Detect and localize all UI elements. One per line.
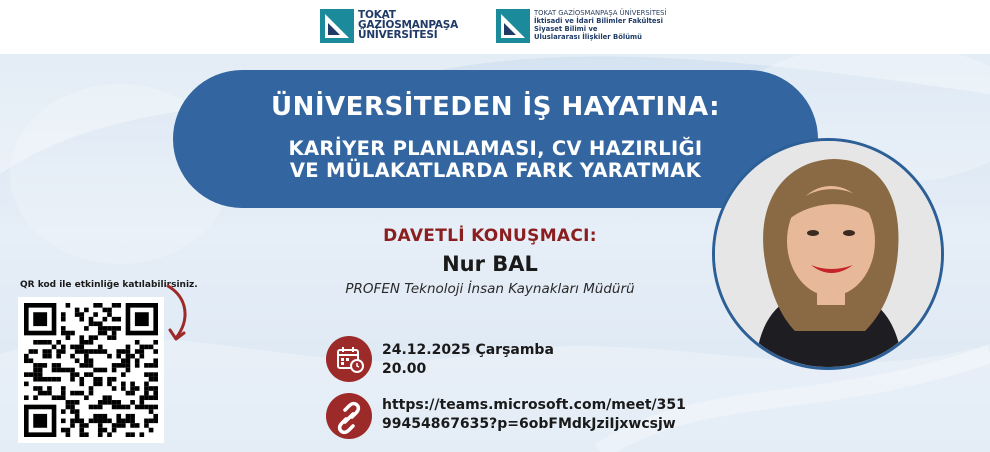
- event-title: ÜNİVERSİTEDEN İŞ HAYATINA:: [271, 92, 720, 122]
- event-time: 20.00: [382, 361, 427, 377]
- subtitle-line: VE MÜLAKATLARDA FARK YARATMAK: [289, 159, 702, 182]
- faculty-line: Siyaset Bilimi ve: [534, 25, 598, 33]
- faculty-line: Uluslararası İlişkiler Bölümü: [534, 33, 642, 41]
- logo-line: TOKAT: [358, 9, 396, 21]
- event-datetime: [382, 341, 554, 379]
- university-logo-text: [358, 10, 458, 40]
- meeting-link-line[interactable]: https://teams.microsoft.com/meet/351: [382, 397, 686, 413]
- university-logo-icon: [320, 9, 354, 43]
- speaker-photo: [712, 138, 944, 370]
- event-subtitle: [173, 138, 818, 182]
- faculty-logo-text: [534, 9, 667, 41]
- logo-line: ÜNİVERSİTESİ: [358, 29, 438, 41]
- link-icon: [326, 393, 372, 439]
- event-date: 24.12.2025 Çarşamba: [382, 342, 554, 358]
- qr-caption: QR kod ile etkinliğe katılabilirsiniz.: [20, 280, 198, 290]
- faculty-logo-icon: [496, 9, 530, 43]
- speaker-name: Nur BAL: [442, 252, 538, 276]
- calendar-clock-icon: [326, 336, 372, 382]
- curved-arrow-icon: [160, 282, 194, 346]
- speaker-label: DAVETLİ KONUŞMACI:: [383, 226, 597, 246]
- logo-line: GAZİOSMANPAŞA: [358, 19, 459, 31]
- qr-code[interactable]: [18, 297, 164, 443]
- qr-code-pattern: [24, 303, 158, 437]
- faculty-line: İktisadi ve İdari Bilimler Fakültesi: [534, 17, 663, 25]
- subtitle-line: KARİYER PLANLAMASI, CV HAZIRLIĞI: [288, 137, 703, 160]
- meeting-link-line[interactable]: 99454867635?p=6obFMdkJziIjxwcsjw: [382, 416, 676, 432]
- meeting-link[interactable]: [382, 396, 686, 434]
- speaker-portrait-illustration: [715, 141, 941, 367]
- speaker-position: PROFEN Teknoloji İnsan Kaynakları Müdürü: [345, 281, 635, 297]
- faculty-line: TOKAT GAZİOSMANPAŞA ÜNİVERSİTESİ: [534, 9, 667, 17]
- header-bar: [0, 0, 990, 54]
